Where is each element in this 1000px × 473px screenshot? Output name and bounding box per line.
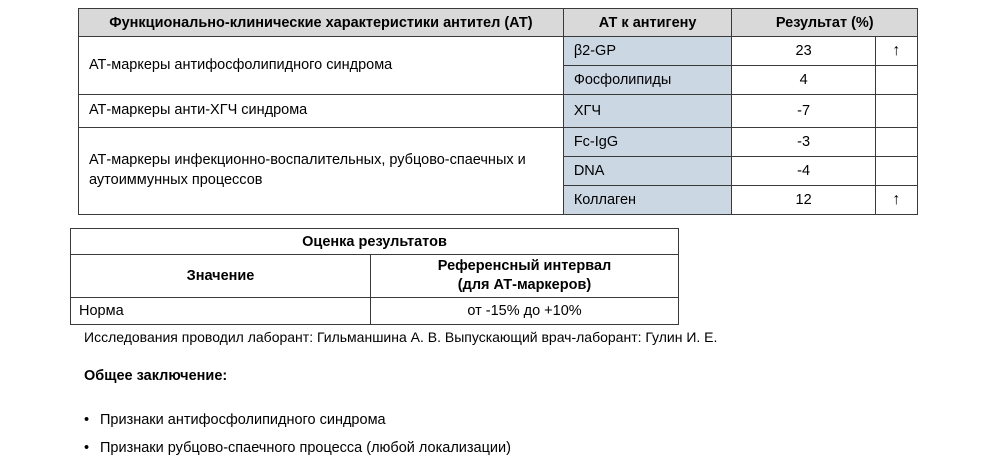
evaluation-title: Оценка результатов — [71, 229, 679, 255]
evaluation-title-row — [71, 229, 679, 255]
antigen-cell: DNA — [563, 156, 732, 185]
arrow-cell — [875, 156, 917, 185]
arrow-up-icon: ↑ — [875, 37, 917, 66]
list-item: • Признаки антифосфолипидного синдрома — [84, 412, 511, 428]
arrow-cell — [875, 95, 917, 128]
antigen-cell: Фосфолипиды — [563, 66, 732, 95]
antigen-cell: β2-GP — [563, 37, 732, 66]
table-header-row — [79, 9, 918, 37]
list-item: • Признаки рубцово-спаечного процесса (любой локализации) — [84, 440, 511, 456]
conclusion-list — [84, 412, 511, 468]
table-row — [71, 298, 679, 325]
result-cell: -7 — [732, 95, 875, 128]
table-row — [79, 95, 918, 128]
arrow-cell — [875, 127, 917, 156]
group-label: АТ-маркеры инфекционно-воспалительных, рубцово-спаечных и аутоиммунных процессов — [79, 127, 564, 214]
header-characteristics: Функционально-клинические характеристики антител (АТ) — [79, 9, 564, 37]
antibody-results-table — [78, 8, 918, 215]
value-reference: от -15% до +10% — [371, 298, 679, 325]
header-value: Значение — [71, 255, 371, 298]
table-row — [79, 37, 918, 66]
reference-line-2: (для АТ-маркеров) — [457, 277, 592, 293]
table-row — [79, 127, 918, 156]
group-label: АТ-маркеры антифосфолипидного синдрома — [79, 37, 564, 95]
lab-staff-line: Исследования проводил лаборант: Гильманшина А. В. Выпускающий врач-лаборант: Гулин И. Е. — [84, 329, 718, 345]
antigen-cell: Fc-IgG — [563, 127, 732, 156]
reference-line-1: Референсный интервал — [437, 258, 612, 275]
antigen-cell: Коллаген — [563, 185, 732, 214]
header-antigen: АТ к антигену — [563, 9, 732, 37]
evaluation-table — [70, 228, 679, 325]
result-cell: 23 — [732, 37, 875, 66]
conclusion-title: Общее заключение: — [84, 368, 228, 384]
arrow-up-icon: ↑ — [875, 185, 917, 214]
evaluation-header-row — [71, 255, 679, 298]
result-cell: 4 — [732, 66, 875, 95]
header-result: Результат (%) — [732, 9, 918, 37]
group-label: АТ-маркеры анти-ХГЧ синдрома — [79, 95, 564, 128]
header-reference-interval — [371, 255, 679, 298]
value-name: Норма — [71, 298, 371, 325]
arrow-cell — [875, 66, 917, 95]
result-cell: -3 — [732, 127, 875, 156]
result-cell: -4 — [732, 156, 875, 185]
antigen-cell: ХГЧ — [563, 95, 732, 128]
result-cell: 12 — [732, 185, 875, 214]
